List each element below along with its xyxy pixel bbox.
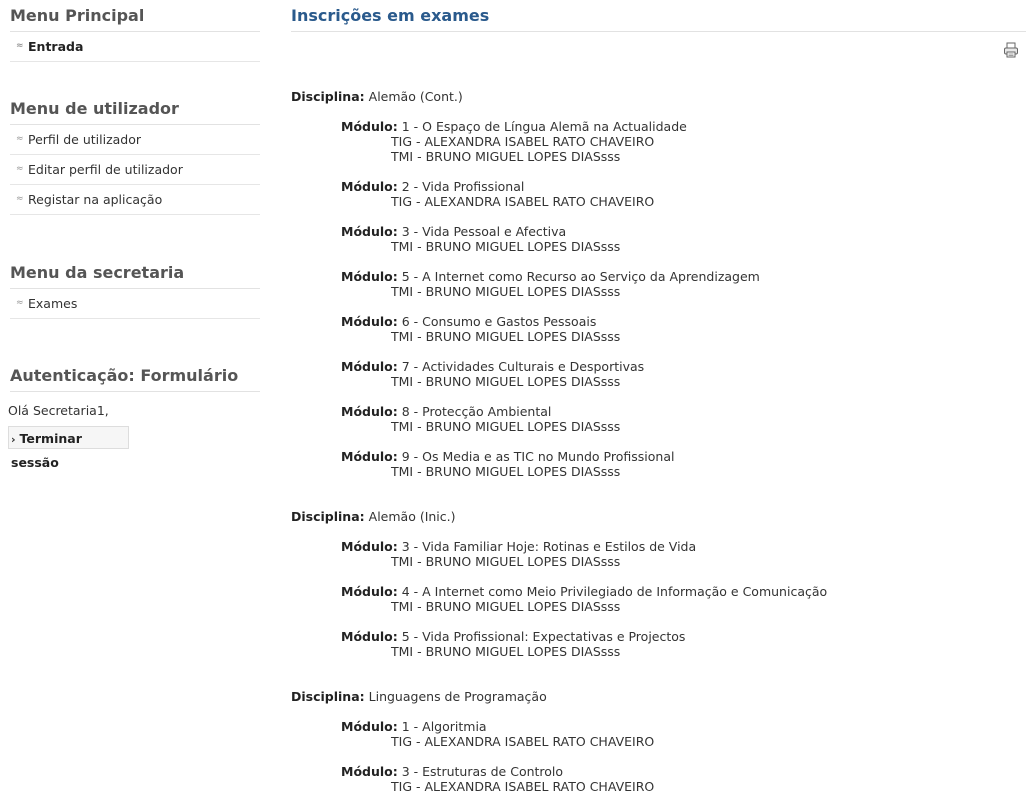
module-label: Módulo: [341,269,398,284]
module-entry [341,719,654,749]
student-entry: TIG - ALEXANDRA ISABEL RATO CHAVEIRO [391,134,655,149]
module-entry [341,539,696,569]
page-title: Inscrições em exames [291,5,1026,32]
secretary-menu-title: Menu da secretaria [10,262,260,289]
student-entry: TMI - BRUNO MIGUEL LOPES DIASsss [391,284,621,299]
module-entry [341,629,685,659]
module-entry [341,584,827,614]
module-name: 8 - Protecção Ambiental [401,404,552,419]
student-entry: TMI - BRUNO MIGUEL LOPES DIASsss [391,374,621,389]
sidebar [0,0,270,806]
discipline-name: Alemão (Inic.) [368,509,456,524]
printer-icon[interactable] [1003,42,1019,58]
module-name: 3 - Vida Pessoal e Afectiva [401,224,567,239]
student-entry: TMI - BRUNO MIGUEL LOPES DIASsss [391,419,621,434]
module-entry [341,764,654,794]
bullet-icon: ≈ [16,41,24,51]
user-menu-title: Menu de utilizador [10,98,260,125]
main-content [286,0,1026,806]
module-name: 5 - A Internet como Recurso ao Serviço da Aprendizagem [401,269,760,284]
module-label: Módulo: [341,314,398,329]
main-menu-block [0,5,270,62]
module-label: Módulo: [341,119,398,134]
menu-item-label: Perfil de utilizador [28,132,142,147]
bullet-icon: ≈ [16,134,24,144]
bullet-icon: ≈ [16,164,24,174]
auth-block [0,365,270,470]
module-label: Módulo: [341,359,398,374]
logout-button[interactable] [8,426,129,470]
module-entry [341,179,654,209]
discipline-name: Alemão (Cont.) [368,89,463,104]
menu-item-label: Entrada [28,39,84,54]
menu-item-label: Exames [28,296,78,311]
discipline-label: Disciplina: [291,689,365,704]
student-entry: TIG - ALEXANDRA ISABEL RATO CHAVEIRO [391,734,655,749]
discipline-label: Disciplina: [291,89,365,104]
discipline-label: Disciplina: [291,509,365,524]
module-label: Módulo: [341,584,398,599]
module-label: Módulo: [341,539,398,554]
module-name: 3 - Estruturas de Controlo [401,764,564,779]
module-name: 3 - Vida Familiar Hoje: Rotinas e Estilos de Vida [401,539,697,554]
student-entry: TMI - BRUNO MIGUEL LOPES DIASsss [391,149,621,164]
main-menu-list [10,32,260,62]
module-label: Módulo: [341,764,398,779]
module-entry [341,404,620,434]
discipline-heading [291,89,463,104]
menu-item-editar-perfil[interactable] [10,155,260,185]
module-name: 9 - Os Media e as TIC no Mundo Profissional [401,449,675,464]
module-label: Módulo: [341,404,398,419]
main-menu-title: Menu Principal [10,5,260,32]
user-menu-block [0,98,270,215]
student-entry: TMI - BRUNO MIGUEL LOPES DIASsss [391,239,621,254]
discipline-heading [291,509,456,524]
logout-label: Terminar sessão [11,431,82,470]
student-entry: TMI - BRUNO MIGUEL LOPES DIASsss [391,599,621,614]
module-name: 6 - Consumo e Gastos Pessoais [401,314,597,329]
menu-item-entrada[interactable] [10,32,260,62]
student-entry: TMI - BRUNO MIGUEL LOPES DIASsss [391,329,621,344]
discipline-heading [291,689,547,704]
module-entry [341,119,687,164]
module-entry [341,359,644,389]
bullet-icon: ≈ [16,298,24,308]
module-entry [341,269,760,299]
user-menu-list [10,125,260,215]
bullet-icon: ≈ [16,194,24,204]
student-entry: TIG - ALEXANDRA ISABEL RATO CHAVEIRO [391,779,655,794]
module-name: 1 - Algoritmia [401,719,487,734]
module-entry [341,314,620,344]
chevron-right-icon: › [11,433,16,446]
module-label: Módulo: [341,449,398,464]
module-name: 7 - Actividades Culturais e Desportivas [401,359,645,374]
module-label: Módulo: [341,629,398,644]
menu-item-label: Registar na aplicação [28,192,163,207]
student-entry: TMI - BRUNO MIGUEL LOPES DIASsss [391,464,621,479]
menu-item-perfil[interactable] [10,125,260,155]
discipline-name: Linguagens de Programação [368,689,547,704]
module-label: Módulo: [341,224,398,239]
menu-item-label: Editar perfil de utilizador [28,162,183,177]
module-name: 5 - Vida Profissional: Expectativas e Projectos [401,629,686,644]
menu-item-registar[interactable] [10,185,260,215]
menu-item-exames[interactable] [10,289,260,319]
module-label: Módulo: [341,719,398,734]
student-entry: TIG - ALEXANDRA ISABEL RATO CHAVEIRO [391,194,655,209]
module-name: 2 - Vida Profissional [401,179,525,194]
module-label: Módulo: [341,179,398,194]
secretary-menu-list [10,289,260,319]
auth-title: Autenticação: Formulário [10,365,260,392]
module-name: 4 - A Internet como Meio Privilegiado de Informação e Comunicação [401,584,828,599]
module-entry [341,224,620,254]
module-entry [341,449,674,479]
greeting-text: Olá Secretaria1, [8,403,109,418]
student-entry: TMI - BRUNO MIGUEL LOPES DIASsss [391,554,621,569]
secretary-menu-block [0,262,270,319]
student-entry: TMI - BRUNO MIGUEL LOPES DIASsss [391,644,621,659]
module-name: 1 - O Espaço de Língua Alemã na Actualidade [401,119,687,134]
